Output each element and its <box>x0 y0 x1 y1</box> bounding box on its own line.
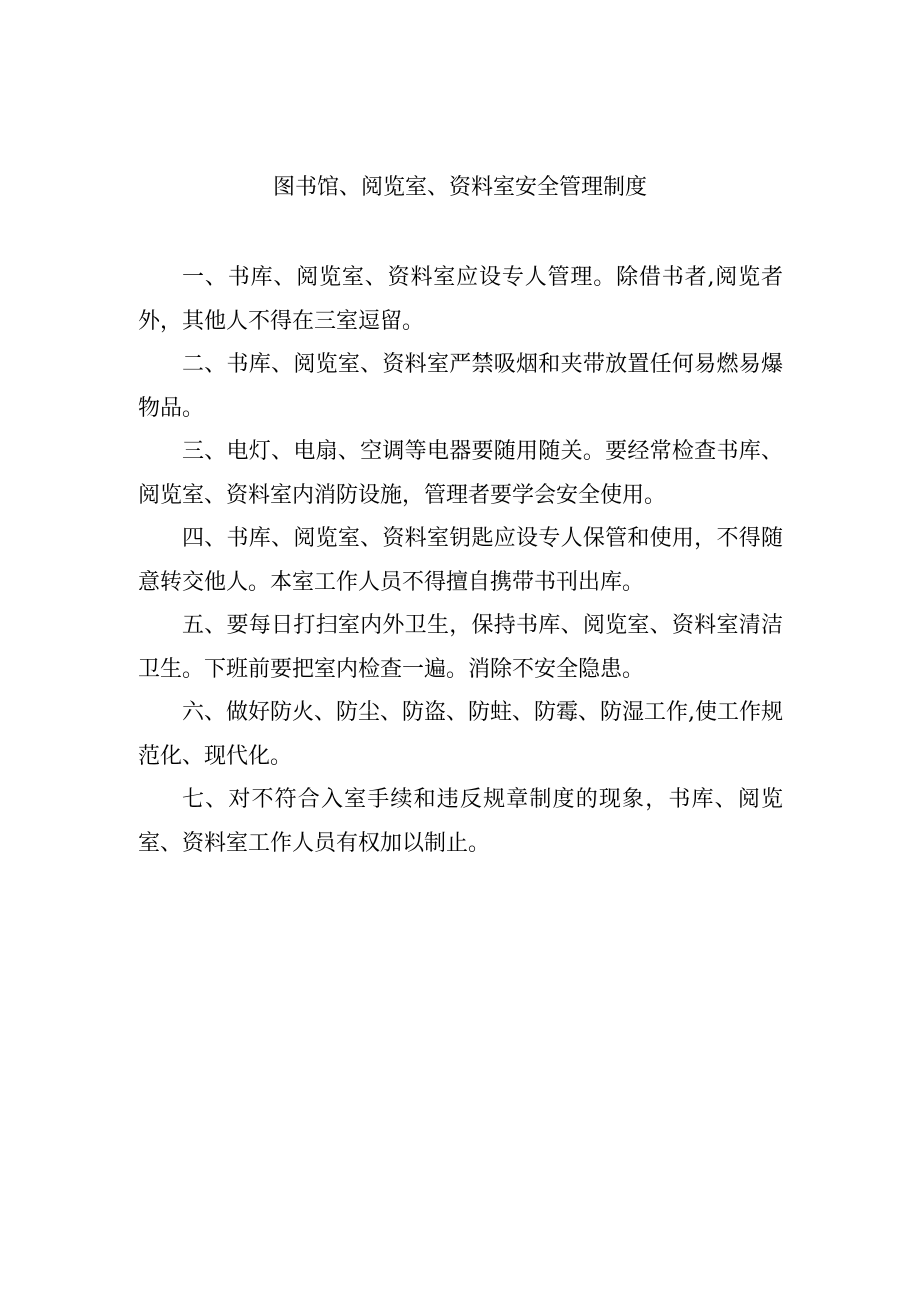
clause-6: 六、做好防火、防尘、防盗、防蛀、防霉、防湿工作,使工作规范化、现代化。 <box>138 700 783 769</box>
clause-4: 四、书库、阅览室、资料室钥匙应设专人保管和使用，不得随意转交他人。本室工作人员不得擅自携带书刊出库。 <box>138 526 783 595</box>
clause-7: 七、对不符合入室手续和违反规章制度的现象，书库、阅览室、资料室工作人员有权加以制止。 <box>138 787 783 856</box>
document-body <box>138 256 783 865</box>
clause-5: 五、要每日打扫室内外卫生，保持书库、阅览室、资料室清洁卫生。下班前要把室内检查一遍。消除不安全隐患。 <box>138 613 783 682</box>
clause-2: 二、书库、阅览室、资料室严禁吸烟和夹带放置任何易燃易爆物品。 <box>138 352 783 421</box>
clause-1: 一、书库、阅览室、资料室应设专人管理。除借书者,阅览者外，其他人不得在三室逗留。 <box>138 265 783 334</box>
clause-3: 三、电灯、电扇、空调等电器要随用随关。要经常检查书库、阅览室、资料室内消防设施，管理者要学会安全使用。 <box>138 439 783 508</box>
document-title: 图书馆、阅览室、资料室安全管理制度 <box>272 175 647 200</box>
